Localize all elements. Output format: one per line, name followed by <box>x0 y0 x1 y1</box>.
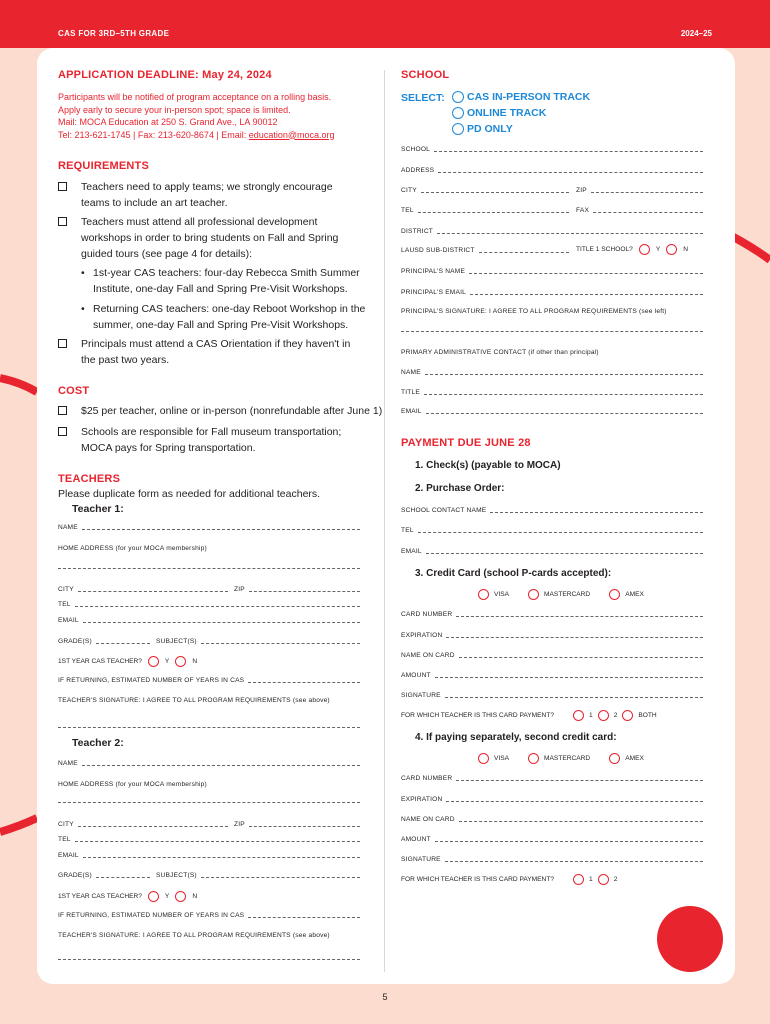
teacher1-zip-field[interactable] <box>234 586 360 593</box>
card1-name-field[interactable] <box>401 652 703 659</box>
teacher1-email-field[interactable] <box>58 617 360 624</box>
card1-number-field[interactable] <box>401 611 703 618</box>
label: TEL <box>58 836 71 843</box>
label: NAME ON CARD <box>401 652 455 659</box>
card2-visa-radio[interactable] <box>478 753 489 764</box>
label: ONLINE TRACK <box>467 107 547 119</box>
teacher2-email-field[interactable] <box>58 852 360 859</box>
teacher1-first-year-no-radio[interactable] <box>175 656 186 667</box>
teacher2-years-field[interactable] <box>58 912 360 919</box>
school-fax-field[interactable] <box>576 207 703 214</box>
label: FOR WHICH TEACHER IS THIS CARD PAYMENT? <box>401 712 555 719</box>
teacher2-grades-field[interactable] <box>58 872 150 879</box>
label: SUBJECT(S) <box>156 638 197 645</box>
teacher1-first-year <box>58 656 197 667</box>
amex-label: AMEX <box>625 755 644 762</box>
card1-type <box>478 589 644 600</box>
label: SIGNATURE <box>401 692 441 699</box>
requirement-checkbox-3[interactable] <box>58 339 67 348</box>
label: PD ONLY <box>467 123 513 135</box>
teacher1-signature-label <box>58 697 360 704</box>
label: NAME <box>58 760 78 767</box>
primary-contact-label <box>401 349 703 356</box>
card1-mastercard-radio[interactable] <box>528 589 539 600</box>
card1-signature-field[interactable] <box>401 692 703 699</box>
one-label: 1 <box>589 712 593 719</box>
mastercard-label: MASTERCARD <box>544 755 591 762</box>
column-divider <box>384 70 385 972</box>
school-tel-field[interactable] <box>401 207 569 214</box>
cost-title: COST <box>58 385 90 397</box>
label: TEACHER'S SIGNATURE: I AGREE TO ALL PROGRAM REQUIREMENTS (see above) <box>58 697 330 704</box>
payment-option-check: 1. Check(s) (payable to MOCA) <box>415 460 561 471</box>
teacher2-home-address-field[interactable] <box>58 802 360 804</box>
card2-amex-radio[interactable] <box>609 753 620 764</box>
po-school-contact-field[interactable] <box>401 507 703 514</box>
label: NAME <box>401 369 421 376</box>
teacher-2-heading: Teacher 2: <box>72 737 124 749</box>
school-zip-field[interactable] <box>576 187 703 194</box>
label: CITY <box>58 586 74 593</box>
label: 1ST YEAR CAS TEACHER? <box>58 658 142 665</box>
requirement-2: Teachers must attend all professional development workshops in order to bring students on Fall and Spring guided tours (see page 4 for details): <box>81 216 339 260</box>
teacher2-signature-field[interactable] <box>58 959 360 961</box>
one-label: 1 <box>589 876 593 883</box>
mastercard-label: MASTERCARD <box>544 591 591 598</box>
no-label: N <box>683 246 688 253</box>
label: 1ST YEAR CAS TEACHER? <box>58 893 142 900</box>
payment-option-second-card: 4. If paying separately, second credit card: <box>415 732 617 743</box>
track-in-person-radio[interactable] <box>452 91 464 103</box>
teacher2-city-field[interactable] <box>58 821 228 828</box>
deadline-line-2: Apply early to secure your in-person spot; space is limited. <box>58 104 291 115</box>
requirement-checkbox-2[interactable] <box>58 217 67 226</box>
principal-name-field[interactable] <box>401 268 703 275</box>
teacher1-city-field[interactable] <box>58 586 228 593</box>
teacher1-home-address-field[interactable] <box>58 568 360 570</box>
label: ADDRESS <box>401 167 435 174</box>
yes-label: Y <box>164 658 170 665</box>
label: ZIP <box>234 821 245 828</box>
label: ZIP <box>234 586 245 593</box>
label: SIGNATURE <box>401 856 441 863</box>
teacher1-first-year-yes-radio[interactable] <box>148 656 159 667</box>
label: SUBJECT(S) <box>156 872 197 879</box>
card2-teacher1-radio[interactable] <box>573 874 584 885</box>
header-program: CAS FOR 3RD–5TH GRADE <box>58 29 170 38</box>
card2-name-field[interactable] <box>401 816 703 823</box>
label: TEL <box>401 527 414 534</box>
track-online[interactable] <box>452 107 546 119</box>
school-district-field[interactable] <box>401 228 703 235</box>
card2-amount-field[interactable] <box>401 836 703 843</box>
deadline-line-3: Mail: MOCA Education at 250 S. Grand Ave., LA 90012 <box>58 117 278 127</box>
card2-type <box>478 753 644 764</box>
requirement-bullet-2: Returning CAS teachers: one-day Reboot Workshop in the summer, one-day Fall and Spring Pre-Visit Workshops. <box>93 303 366 331</box>
lausd-subdistrict-field[interactable] <box>401 247 569 254</box>
principal-signature-field[interactable] <box>401 331 703 333</box>
label: HOME ADDRESS (for your MOCA membership) <box>58 781 207 788</box>
yes-label: Y <box>655 246 661 253</box>
teacher2-zip-field[interactable] <box>234 821 360 828</box>
label: GRADE(S) <box>58 872 92 879</box>
cost-checkbox-1[interactable] <box>58 406 67 415</box>
school-address-field[interactable] <box>401 167 703 174</box>
bullet-dot-1: • <box>81 267 85 279</box>
teacher2-first-year-yes-radio[interactable] <box>148 891 159 902</box>
label: TEACHER'S SIGNATURE: I AGREE TO ALL PROGRAM REQUIREMENTS (see above) <box>58 932 330 939</box>
teacher2-subjects-field[interactable] <box>156 872 360 879</box>
teacher1-name-field[interactable] <box>58 524 360 531</box>
label: CARD NUMBER <box>401 775 453 782</box>
card1-amount-field[interactable] <box>401 672 703 679</box>
label: GRADE(S) <box>58 638 92 645</box>
card2-teacher <box>401 874 617 885</box>
po-tel-field[interactable] <box>401 527 703 534</box>
school-city-field[interactable] <box>401 187 569 194</box>
teacher2-tel-field[interactable] <box>58 836 360 843</box>
two-label: 2 <box>613 876 618 883</box>
teachers-note: Please duplicate form as needed for additional teachers. <box>58 488 321 500</box>
email-link[interactable]: education@moca.org <box>248 129 335 140</box>
po-email-field[interactable] <box>401 548 703 555</box>
teacher2-signature-label <box>58 932 360 939</box>
header-year: 2024–25 <box>680 29 712 38</box>
label: TEL <box>58 601 71 608</box>
teachers-title: TEACHERS <box>58 473 121 485</box>
teacher1-subjects-field[interactable] <box>156 638 360 645</box>
track-online-radio[interactable] <box>452 107 464 119</box>
deadline-contact <box>58 129 378 142</box>
teacher2-first-year <box>58 891 197 902</box>
label: EXPIRATION <box>401 632 443 639</box>
label: EMAIL <box>401 548 422 555</box>
teacher1-grades-field[interactable] <box>58 638 150 645</box>
label: LAUSD SUB-DISTRICT <box>401 247 475 254</box>
label: PRINCIPAL'S NAME <box>401 268 466 275</box>
teacher1-signature-field[interactable] <box>58 727 360 729</box>
card2-mastercard-radio[interactable] <box>528 753 539 764</box>
deadline-info <box>58 91 378 141</box>
label: IF RETURNING, ESTIMATED NUMBER OF YEARS IN CAS <box>58 912 245 919</box>
teacher1-years-field[interactable] <box>58 677 360 684</box>
payment-title: PAYMENT DUE JUNE 28 <box>401 437 531 449</box>
label: DISTRICT <box>401 228 434 235</box>
card1-visa-radio[interactable] <box>478 589 489 600</box>
bullet-dot-2: • <box>81 303 85 315</box>
label: FAX <box>576 207 590 214</box>
label: EMAIL <box>58 852 79 859</box>
label: TEL <box>401 207 414 214</box>
label: EMAIL <box>401 408 422 415</box>
requirement-1: Teachers need to apply teams; we strongly encourage teams to include an art teacher. <box>81 181 333 209</box>
label: IF RETURNING, ESTIMATED NUMBER OF YEARS IN CAS <box>58 677 245 684</box>
label: AMOUNT <box>401 672 431 679</box>
principal-email-field[interactable] <box>401 289 703 296</box>
card2-teacher2-radio[interactable] <box>598 874 609 885</box>
teacher1-home-address-label <box>58 545 360 552</box>
cost-1: $25 per teacher, online or in-person (nonrefundable after June 1) <box>81 405 383 417</box>
label: PRINCIPAL'S EMAIL <box>401 289 466 296</box>
decorative-red-circle <box>657 906 723 972</box>
page-number: 5 <box>382 992 388 1002</box>
teacher2-first-year-no-radio[interactable] <box>175 891 186 902</box>
track-in-person[interactable] <box>452 91 590 103</box>
contact-name-field[interactable] <box>401 369 703 376</box>
no-label: N <box>192 658 198 665</box>
title1-school <box>576 244 688 255</box>
label: CITY <box>58 821 74 828</box>
label: PRIMARY ADMINISTRATIVE CONTACT (if other than principal) <box>401 349 599 356</box>
cost-2: Schools are responsible for Fall museum transportation; MOCA pays for Spring transportation. <box>81 426 342 454</box>
principal-signature-label <box>401 308 703 315</box>
label: PRINCIPAL'S SIGNATURE: I AGREE TO ALL PROGRAM REQUIREMENTS (see left) <box>401 308 667 315</box>
deadline-line-1: Participants will be notified of program acceptance on a rolling basis. <box>58 92 332 102</box>
select-label: SELECT: <box>401 92 445 104</box>
contact-email-field[interactable] <box>401 408 703 415</box>
card1-teacher1-radio[interactable] <box>573 710 584 721</box>
card1-teacher2-radio[interactable] <box>598 710 609 721</box>
label: SCHOOL CONTACT NAME <box>401 507 487 514</box>
school-name-field[interactable] <box>401 146 703 153</box>
teacher2-name-field[interactable] <box>58 760 360 767</box>
label: TITLE 1 SCHOOL? <box>576 246 633 253</box>
track-pd-only-radio[interactable] <box>452 123 464 135</box>
cost-checkbox-2[interactable] <box>58 427 67 436</box>
label: NAME <box>58 524 78 531</box>
title1-no-radio[interactable] <box>666 244 677 255</box>
card1-teacher <box>401 710 657 721</box>
title1-yes-radio[interactable] <box>639 244 650 255</box>
label: EXPIRATION <box>401 796 443 803</box>
card2-expiration-field[interactable] <box>401 796 703 803</box>
label: FOR WHICH TEACHER IS THIS CARD PAYMENT? <box>401 876 555 883</box>
payment-option-card: 3. Credit Card (school P-cards accepted): <box>415 568 612 579</box>
card1-amex-radio[interactable] <box>609 589 620 600</box>
teacher1-tel-field[interactable] <box>58 601 360 608</box>
card2-signature-field[interactable] <box>401 856 703 863</box>
requirement-bullet-1: 1st-year CAS teachers: four-day Rebecca Smith Summer Institute, one-day Fall and Spring Pre-Visit Workshops. <box>93 267 360 295</box>
payment-option-po: 2. Purchase Order: <box>415 483 505 494</box>
label: CITY <box>401 187 417 194</box>
label: EMAIL <box>58 617 79 624</box>
no-label: N <box>192 893 198 900</box>
label: NAME ON CARD <box>401 816 455 823</box>
contact-title-field[interactable] <box>401 389 703 396</box>
visa-label: VISA <box>494 591 510 598</box>
visa-label: VISA <box>494 755 510 762</box>
label: CARD NUMBER <box>401 611 453 618</box>
contact-text: Tel: 213-621-1745 | Fax: 213-620-8674 | Email: <box>58 129 249 140</box>
teacher2-home-address-label <box>58 781 360 788</box>
teacher-1-heading: Teacher 1: <box>72 503 124 515</box>
card1-expiration-field[interactable] <box>401 632 703 639</box>
card1-both-radio[interactable] <box>622 710 633 721</box>
yes-label: Y <box>164 893 170 900</box>
requirements-title: REQUIREMENTS <box>58 160 150 172</box>
label: ZIP <box>576 187 587 194</box>
label: AMOUNT <box>401 836 431 843</box>
school-title: SCHOOL <box>401 69 450 81</box>
label: TITLE <box>401 389 420 396</box>
both-label: BOTH <box>638 712 657 719</box>
card2-number-field[interactable] <box>401 775 703 782</box>
track-pd-only[interactable] <box>452 123 513 135</box>
requirement-checkbox-1[interactable] <box>58 182 67 191</box>
deadline-title: APPLICATION DEADLINE: May 24, 2024 <box>58 69 272 81</box>
amex-label: AMEX <box>625 591 644 598</box>
label: SCHOOL <box>401 146 431 153</box>
label: CAS IN-PERSON TRACK <box>467 91 591 103</box>
label: HOME ADDRESS (for your MOCA membership) <box>58 545 207 552</box>
two-label: 2 <box>613 712 618 719</box>
requirement-3: Principals must attend a CAS Orientation if they haven't in the past two years. <box>81 338 351 366</box>
